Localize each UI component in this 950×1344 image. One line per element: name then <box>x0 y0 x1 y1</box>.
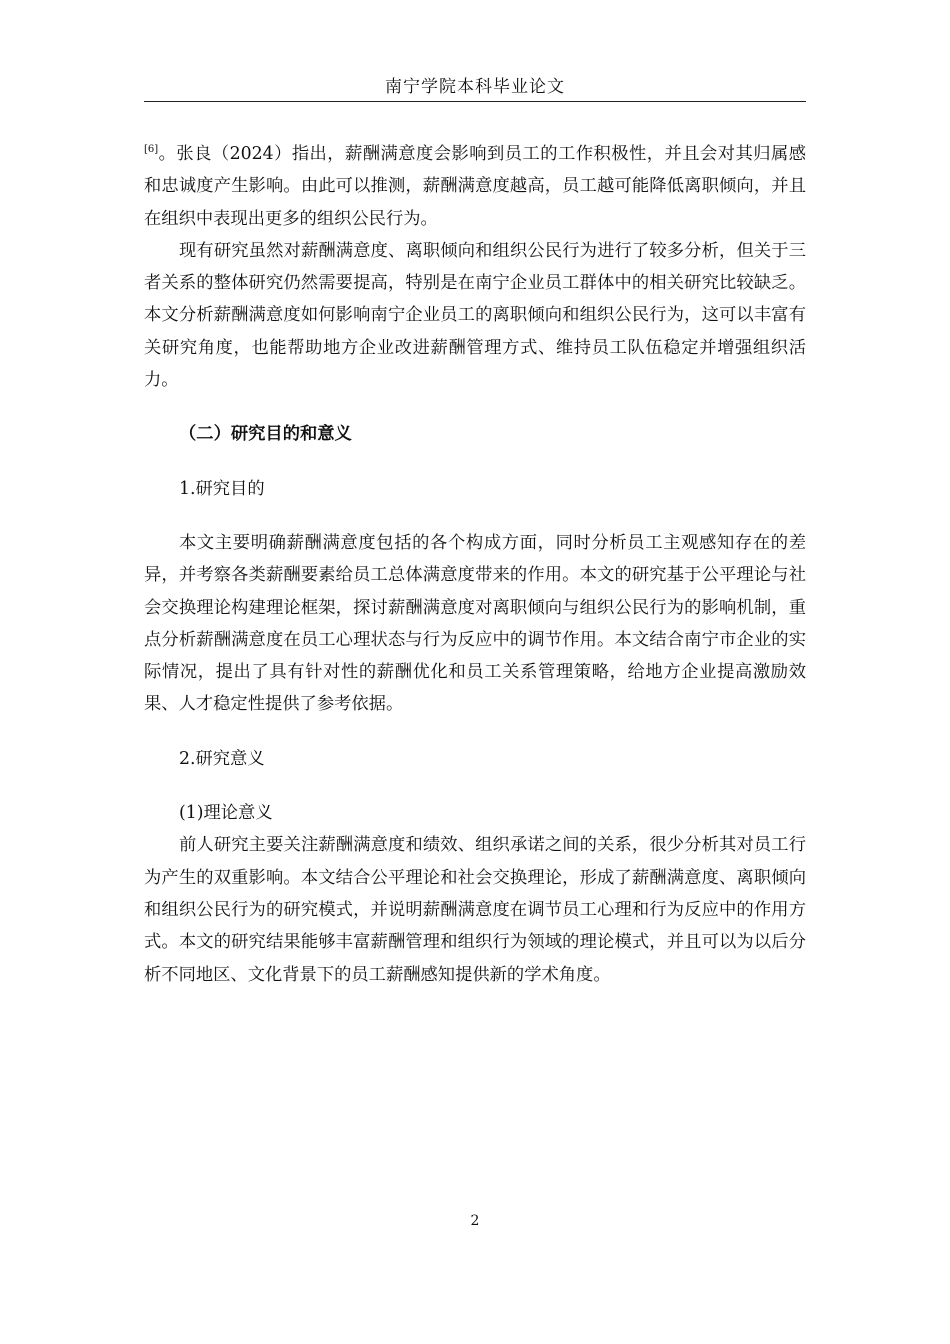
subsection-heading-purpose: 1.研究目的 <box>179 478 265 499</box>
paragraph-research-gap: 现有研究虽然对薪酬满意度、离职倾向和组织公民行为进行了较多分析，但关于三者关系的整体研究仍然需要提高，特别是在南宁企业员工群体中的相关研究比较缺乏。本文分析薪酬满意度如何影响南宁企业员工的离职倾向和组织公民行为，这可以丰富有关研究角度，也能帮助地方企业改进薪酬管理方式、维持员工队伍稳定并增强组织活力。 <box>144 240 806 391</box>
citation-marker: [6] <box>144 144 159 155</box>
paragraph-text: 。张良（2024）指出，薪酬满意度会影响到员工的工作积极性，并且会对其归属感和忠诚度产生影响。由此可以推测，薪酬满意度越高，员工越可能降低离职倾向，并且在组织中表现出更多的组织公民行为。 <box>144 144 806 229</box>
subsection-heading-significance: 2.研究意义 <box>179 748 265 769</box>
running-header: 南宁学院本科毕业论文 <box>385 77 565 97</box>
paragraph-continuation <box>144 138 806 235</box>
paragraph-research-purpose: 本文主要明确薪酬满意度包括的各个构成方面，同时分析员工主观感知存在的差异，并考察各类薪酬要素给员工总体满意度带来的作用。本文的研究基于公平理论与社会交换理论构建理论框架，探讨薪酬满意度对离职倾向与组织公民行为的影响机制，重点分析薪酬满意度在员工心理状态与行为反应中的调节作用。本文结合南宁市企业的实际情况，提出了具有针对性的薪酬优化和员工关系管理策略，给地方企业提高激励效果、人才稳定性提供了参考依据。 <box>144 532 806 715</box>
page-number: 2 <box>470 1213 480 1229</box>
header-rule <box>144 101 806 102</box>
subsubsection-heading-theoretical: (1)理论意义 <box>179 803 273 824</box>
paragraph-theoretical-significance: 前人研究主要关注薪酬满意度和绩效、组织承诺之间的关系，很少分析其对员工行为产生的双重影响。本文结合公平理论和社会交换理论，形成了薪酬满意度、离职倾向和组织公民行为的研究模式，并说明薪酬满意度在调节员工心理和行为反应中的作用方式。本文的研究结果能够丰富薪酬管理和组织行为领域的理论模式，并且可以为以后分析不同地区、文化背景下的员工薪酬感知提供新的学术角度。 <box>144 835 806 985</box>
section-heading: （二）研究目的和意义 <box>179 424 352 445</box>
page-body <box>144 138 806 991</box>
